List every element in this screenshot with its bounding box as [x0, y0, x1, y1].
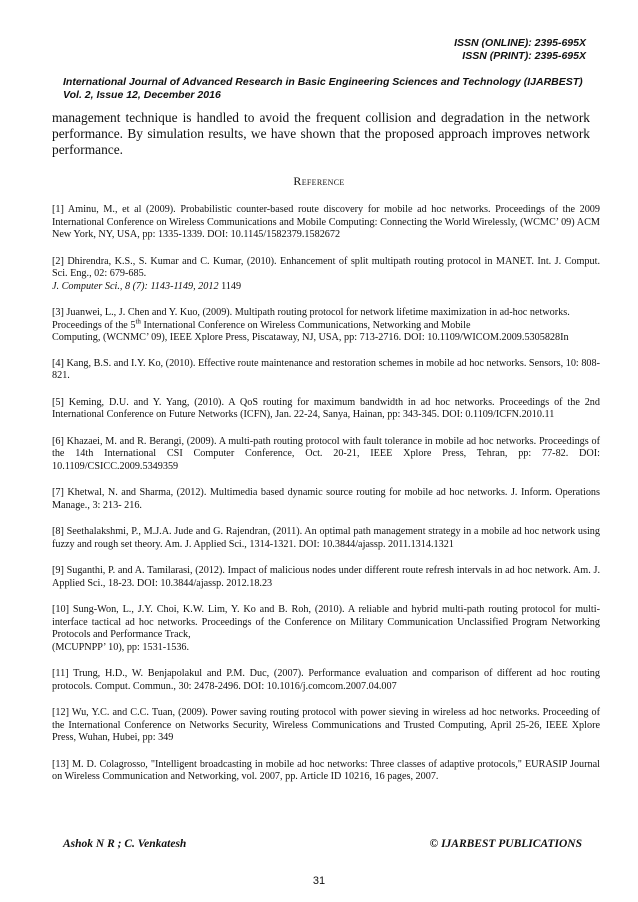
reference-10-text: [10] Sung-Won, L., J.Y. Choi, K.W. Lim, Y. Ko and B. Roh, (2010). A reliable and hybrid multi-path routing protocol for multi-interface tactical ad hoc networks. Proceedings of the Conference on Military Communication Unclassified Program Networking Protocols and Performance Track,: [52, 604, 600, 640]
issn-block: [454, 37, 586, 63]
reference-item-10: [52, 604, 600, 654]
reference-2-citation-page: 1149: [218, 280, 242, 292]
journal-header: [63, 76, 593, 102]
journal-volume: Vol. 2, Issue 12, December 2016: [63, 89, 221, 101]
reference-3-part-a: [3] Juanwei, L., J. Chen and Y. Kuo, (2009). Multipath routing protocol for network lifetime maximization in ad-hoc networks. Proceedings of the 5: [52, 307, 570, 331]
reference-item-1: [1] Aminu, M., et al (2009). Probabilistic counter-based route discovery for mobile ad hoc networks. Proceedings of the 2009 International Conference on Wireless Communications and Mobile Computing: Connecting the World Wirelessly, (WCMC’ 09) ACM New York, NY, USA, pp: 1335-1339. DOI: 10.1145/1582379.1582672: [52, 204, 600, 240]
reference-item-3: [52, 307, 600, 345]
footer-authors: Ashok N R ; C. Venkatesh: [63, 838, 187, 850]
issn-print: ISSN (PRINT): 2395-695X: [462, 50, 586, 62]
issn-online: ISSN (ONLINE): 2395-695X: [454, 37, 586, 49]
reference-2-citation-italic: J. Computer Sci., 8 (7): 1143-1149, 2012: [52, 280, 219, 292]
reference-item-11: [11] Trung, H.D., W. Benjapolakul and P.M. Duc, (2007). Performance evaluation and comparison of different ad hoc routing protocols. Comput. Commun., 30: 2478-2496. DOI: 10.1016/j.comcom.2007.04.007: [52, 668, 600, 692]
reference-item-13: [13] M. D. Colagrosso, "Intelligent broadcasting in mobile ad hoc networks: Three classes of adaptive protocols," EURASIP Journal on Wireless Communication and Networking, vol. 2007, pp. Article ID 10216, 16 pages, 2007.: [52, 758, 600, 782]
reference-item-9: [9] Suganthi, P. and A. Tamilarasi, (2012). Impact of malicious nodes under different route refresh intervals in ad hoc network. Am. J. Applied Sci., 18-23. DOI: 10.3844/ajassp. 2012.18.23: [52, 565, 600, 589]
reference-10-continuation: (MCUPNPP’ 10), pp: 1531-1536.: [52, 641, 190, 653]
reference-3-part-b: International Conference on Wireless Communications, Networking and Mobile: [140, 319, 471, 331]
reference-item-5: [5] Keming, D.U. and Y. Yang, (2010). A QoS routing for maximum bandwidth in ad hoc networks. Proceedings of the 2nd International Conference on Future Networks (ICFN), Jan. 22-24, Sanya, Hainan, pp: 343-345. DOI: 0.1109/ICFN.2010.11: [52, 396, 600, 420]
reference-list: [52, 204, 600, 784]
footer-publisher: © IJARBEST PUBLICATIONS: [429, 838, 582, 850]
page-number: 31: [312, 875, 326, 887]
reference-3-text: [52, 307, 600, 332]
reference-item-8: [8] Seethalakshmi, P., M.J.A. Jude and G. Rajendran, (2011). An optimal path management strategy in a mobile ad hoc network using fuzzy and rough set theory. Am. J. Applied Sci., 1314-1321. DOI: 10.3844/ajassp. 2011.1314.1321: [52, 526, 600, 550]
reference-2-text: [2] Dhirendra, K.S., S. Kumar and C. Kumar, (2010). Enhancement of split multipath routing protocol in MANET. Int. J. Comput. Sci. Eng., 02: 679-685.: [52, 255, 600, 279]
journal-title: International Journal of Advanced Research in Basic Engineering Sciences and Technology (IJARBEST): [63, 76, 583, 88]
reference-3-superscript: th: [135, 317, 141, 326]
references-heading: Reference: [293, 174, 345, 188]
reference-2-citation: [52, 281, 600, 294]
reference-item-12: [12] Wu, Y.C. and C.C. Tuan, (2009). Power saving routing protocol with power sieving in wireless ad hoc networks. Proceeding of the International Conference on Networks Security, Wireless Communications and Trusted Computing, April 25-26, IEEE Xplore Press, Wuhan, Hubei, pp: 349: [52, 707, 600, 743]
lead-paragraph: management technique is handled to avoid the frequent collision and degradation in the network performance. By simulation results, we have shown that the proposed approach improves network performance.: [52, 110, 590, 157]
reference-item-4: [4] Kang, B.S. and I.Y. Ko, (2010). Effective route maintenance and restoration schemes in mobile ad hoc networks. Sensors, 10: 808-821.: [52, 357, 600, 381]
reference-item-2: [52, 256, 600, 294]
reference-3-continuation: Computing, (WCNMC’ 09), IEEE Xplore Press, Piscataway, NJ, USA, pp: 713-2716. DOI: 10.1109/WICOM.2009.5305828In: [52, 332, 569, 343]
reference-item-6: [6] Khazaei, M. and R. Berangi, (2009). A multi-path routing protocol with fault tolerance in mobile ad hoc networks. Proceedings of the 14th International CSI Computer Conference, Oct. 20-21, IEEE Xplore Press, Tehran, pp: 77-82. DOI: 10.1109/CSICC.2009.5349359: [52, 435, 600, 472]
reference-item-7: [7] Khetwal, N. and Sharma, (2012). Multimedia based dynamic source routing for mobile ad hoc networks. J. Inform. Operations Manage., 3: 213- 216.: [52, 487, 600, 511]
